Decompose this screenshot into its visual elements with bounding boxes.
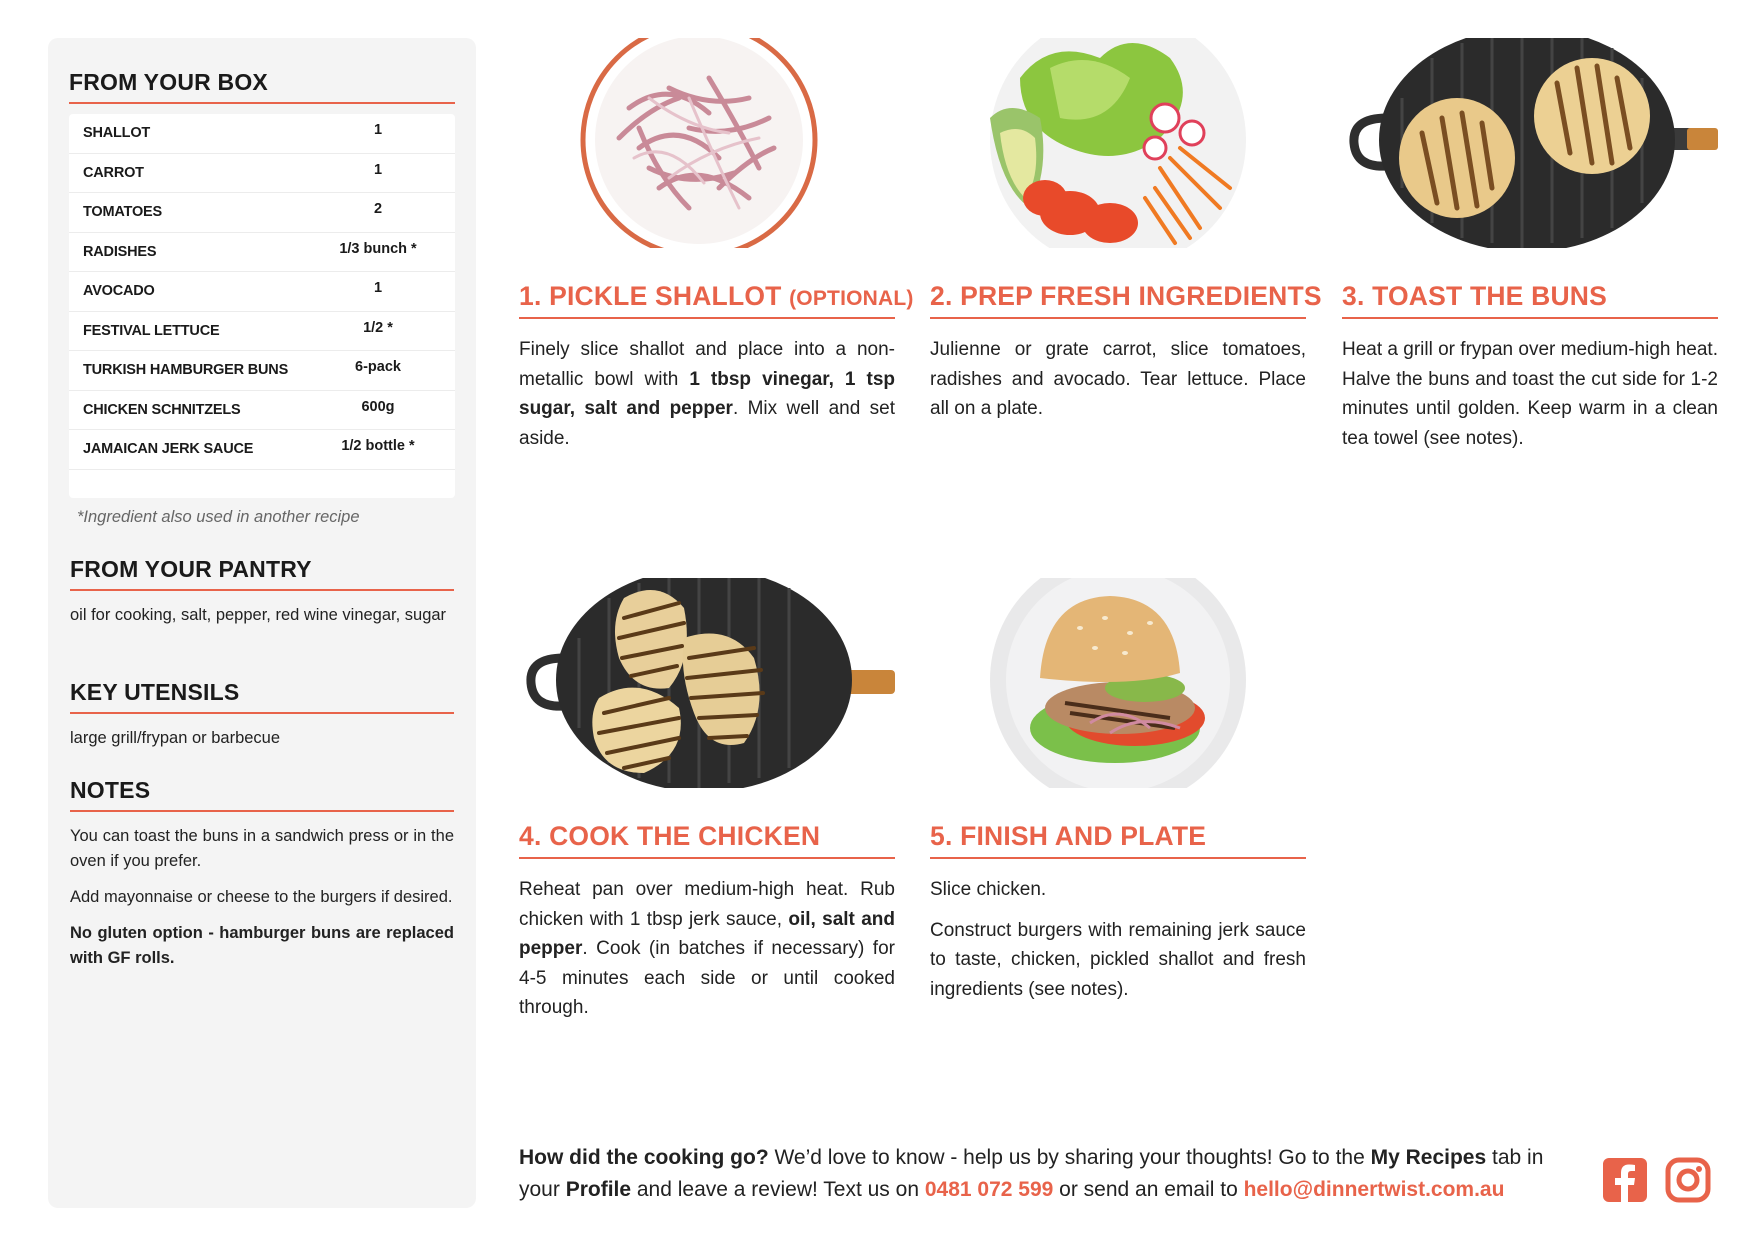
utensils-text: large grill/frypan or barbecue (70, 729, 281, 747)
toasted-buns-photo (1342, 38, 1718, 248)
note-1: You can toast the buns in a sandwich press or in the oven if you prefer. (70, 827, 454, 870)
ingredient-qty: 600g (361, 398, 395, 415)
notes-title: NOTES (70, 777, 454, 812)
step-1 (519, 38, 914, 458)
step-3-text: Heat a grill or frypan over medium-high heat. Halve the buns and toast the cut side for 1-2 minutes until golden. Keep warm in a clean tea towel (see notes). (1342, 339, 1718, 449)
ingredient-name: JAMAICAN JERK SAUCE (83, 441, 254, 458)
ingredient-qty: 1 (373, 122, 383, 139)
step-5 (930, 578, 1306, 1018)
ingredient-qty: 1 (373, 161, 383, 178)
ingredient-qty: 1/2 * (363, 319, 393, 336)
step-5-title: 5. FINISH AND PLATE (930, 821, 1306, 859)
step-1-title: 1. PICKLE SHALLOT (OPTIONAL) (519, 281, 895, 319)
ingredient-row (69, 193, 455, 233)
ingredients-table (69, 114, 455, 498)
ingredient-name: FESTIVAL LETTUCE (83, 322, 220, 339)
feedback-footer: How did the cooking go? We’d love to know - help us by sharing your thoughts! Go to the My Recipes tab in your Profile and leave a review! Text us on 0481 072 599 or send an email to hello@dinnertwist.com.au (519, 1146, 1544, 1201)
ingredient-name: AVOCADO (83, 283, 155, 300)
ingredient-name: TURKISH HAMBURGER BUNS (83, 362, 289, 379)
ingredient-qty: 2 (373, 201, 383, 218)
step-4 (519, 578, 895, 1018)
ingredient-row (69, 233, 455, 273)
step-5-text: Slice chicken. Construct burgers with remaining jerk sauce to taste, chicken, pickled shallot and fresh ingredients (see notes). (930, 879, 1306, 1000)
ingredient-row (69, 351, 455, 391)
notes-section (70, 777, 454, 982)
step-2-text: Julienne or grate carrot, slice tomatoes, radishes and avocado. Tear lettuce. Place all on a plate. (930, 339, 1306, 419)
instagram-icon[interactable] (1665, 1157, 1711, 1203)
fresh-ingredients-photo (930, 38, 1306, 248)
notes-text (70, 824, 454, 971)
finished-burger-photo (930, 578, 1306, 788)
ingredient-qty: 1 (373, 280, 383, 297)
ingredient-name: SHALLOT (83, 125, 151, 142)
pickled-shallot-photo (519, 38, 895, 248)
utensils-title: KEY UTENSILS (70, 679, 454, 714)
ingredient-footnote: *Ingredient also used in another recipe (77, 508, 360, 526)
step-1-text: Finely slice shallot and place into a non-metallic bowl with 1 tbsp vinegar, 1 tsp sugar, salt and pepper. Mix well and set aside. (519, 339, 895, 449)
pantry-title: FROM YOUR PANTRY (70, 556, 454, 591)
from-your-box-title: FROM YOUR BOX (69, 69, 455, 104)
ingredient-row (69, 272, 455, 312)
ingredient-row (69, 114, 455, 154)
step-2-title: 2. PREP FRESH INGREDIENTS (930, 281, 1306, 319)
ingredient-row (69, 391, 455, 431)
facebook-icon[interactable] (1602, 1157, 1648, 1203)
ingredient-name: CARROT (83, 164, 144, 181)
ingredient-qty: 1/3 bunch * (339, 240, 417, 257)
ingredient-name: RADISHES (83, 243, 157, 260)
ingredient-row (69, 154, 455, 194)
pantry-text: oil for cooking, salt, pepper, red wine vinegar, sugar (70, 606, 447, 624)
ingredient-qty: 1/2 bottle * (341, 438, 415, 455)
ingredient-row (69, 312, 455, 352)
sidebar (48, 38, 476, 1208)
ingredient-row (69, 430, 455, 470)
ingredient-qty: 6-pack (355, 359, 401, 376)
utensils-section (70, 679, 454, 751)
email-link[interactable]: hello@dinnertwist.com.au (1243, 1177, 1505, 1201)
phone-link[interactable]: 0481 072 599 (924, 1177, 1054, 1201)
ingredient-name: TOMATOES (83, 204, 162, 221)
step-4-text: Reheat pan over medium-high heat. Rub chicken with 1 tbsp jerk sauce, oil, salt and pepper. Cook (in batches if necessary) for 4-5 minutes each side or until cooked through. (519, 879, 895, 1018)
note-2: Add mayonnaise or cheese to the burgers if desired. (70, 888, 453, 906)
step-2 (930, 38, 1322, 458)
grilled-chicken-photo (519, 578, 895, 788)
step-4-title: 4. COOK THE CHICKEN (519, 821, 895, 859)
ingredient-name: CHICKEN SCHNITZELS (83, 401, 241, 418)
step-3-title: 3. TOAST THE BUNS (1342, 281, 1718, 319)
pantry-section (70, 556, 454, 628)
step-3 (1342, 38, 1718, 458)
note-3: No gluten option - hamburger buns are replaced with GF rolls. (70, 924, 454, 967)
